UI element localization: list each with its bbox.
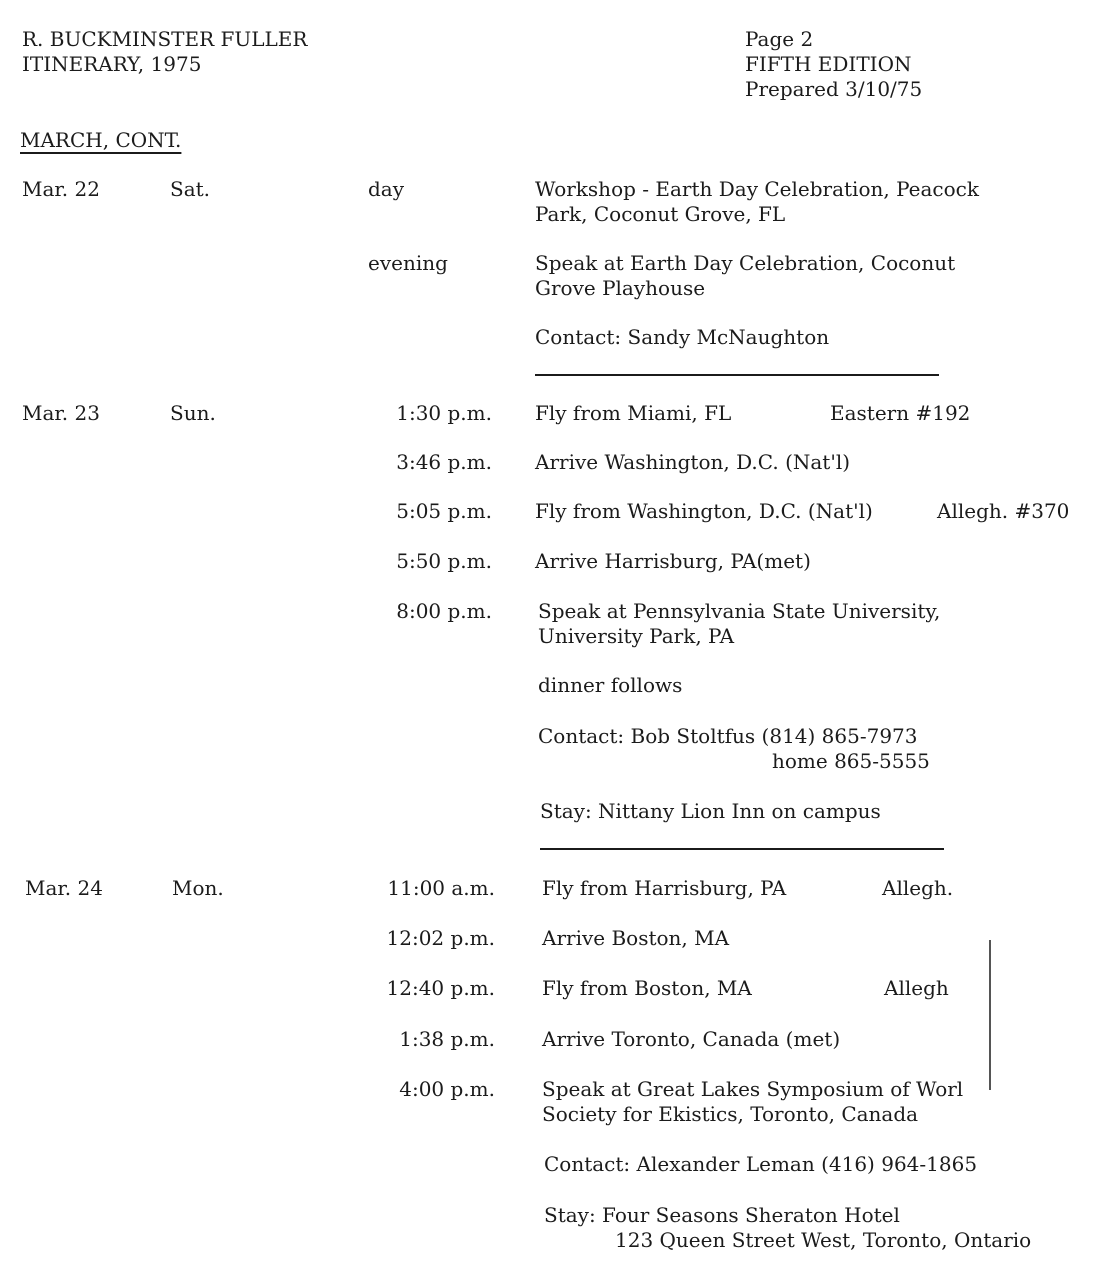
entry-line: Arrive Washington, D.C. (Nat'l)	[535, 450, 851, 474]
itinerary-title: ITINERARY, 1975	[22, 52, 202, 76]
edition-label: FIFTH EDITION	[745, 52, 912, 76]
entry-time: 11:00 a.m.	[387, 876, 495, 900]
day-divider	[535, 374, 939, 376]
contact-phone-home: home 865-5555	[772, 749, 930, 773]
person-name: R. BUCKMINSTER FULLER	[22, 27, 308, 51]
entry-line: Arrive Toronto, Canada (met)	[542, 1027, 841, 1051]
entry-line: Workshop - Earth Day Celebration, Peacock	[535, 177, 979, 201]
entry-time: 3:46 p.m.	[396, 450, 492, 474]
day-weekday: Sat.	[170, 177, 211, 201]
entry-line: Fly from Boston, MA	[542, 976, 752, 1000]
entry-line: Fly from Miami, FL	[535, 401, 732, 425]
flight-carrier: Allegh. #370	[937, 499, 1070, 523]
itinerary-entry	[538, 599, 940, 649]
contact-line: Contact: Bob Stoltfus (814) 865-7973	[538, 724, 918, 748]
document-header-right	[745, 27, 922, 102]
day-weekday: Sun.	[170, 401, 216, 425]
day-date: Mar. 23	[22, 401, 100, 425]
stay-line: Stay: Four Seasons Sheraton Hotel	[544, 1203, 900, 1227]
entry-line: University Park, PA	[538, 624, 735, 648]
itinerary-entry	[535, 177, 979, 227]
itinerary-entry	[535, 251, 955, 301]
entry-line: Society for Ekistics, Toronto, Canada	[542, 1102, 919, 1126]
contact-line: Contact: Alexander Leman (416) 964-1865	[544, 1152, 978, 1176]
entry-time: 12:02 p.m.	[386, 926, 495, 950]
document-header-left	[22, 27, 307, 77]
flight-carrier: Allegh	[884, 976, 949, 1000]
flight-carrier: Eastern #192	[830, 401, 971, 425]
section-title: MARCH, CONT.	[20, 128, 182, 152]
entry-time: 12:40 p.m.	[386, 976, 495, 1000]
day-divider	[540, 848, 944, 850]
stay-line: Stay: Nittany Lion Inn on campus	[540, 799, 881, 823]
entry-line: Speak at Earth Day Celebration, Coconut	[535, 251, 956, 275]
entry-line: Park, Coconut Grove, FL	[535, 202, 786, 226]
entry-line: Fly from Washington, D.C. (Nat'l)	[535, 499, 873, 523]
entry-time: day	[368, 177, 405, 201]
scan-edge-line	[989, 940, 991, 1090]
entry-line: Fly from Harrisburg, PA	[542, 876, 787, 900]
entry-line: Arrive Boston, MA	[542, 926, 730, 950]
entry-line: Speak at Great Lakes Symposium of Worl	[542, 1077, 964, 1101]
flight-carrier: Allegh.	[882, 876, 954, 900]
entry-line: Arrive Harrisburg, PA(met)	[535, 549, 811, 573]
day-weekday: Mon.	[172, 876, 224, 900]
entry-line: Speak at Pennsylvania State University,	[538, 599, 941, 623]
prepared-date: Prepared 3/10/75	[745, 77, 923, 101]
day-date: Mar. 24	[25, 876, 103, 900]
stay-address: 123 Queen Street West, Toronto, Ontario	[615, 1228, 1032, 1252]
entry-line: Grove Playhouse	[535, 276, 706, 300]
itinerary-entry	[542, 1077, 997, 1127]
contact-line: Contact: Sandy McNaughton	[535, 325, 830, 349]
entry-time: 1:38 p.m.	[399, 1027, 495, 1051]
entry-time: 5:05 p.m.	[396, 499, 492, 523]
entry-time: 8:00 p.m.	[396, 599, 492, 623]
entry-line: dinner follows	[538, 673, 683, 697]
day-date: Mar. 22	[22, 177, 100, 201]
entry-time: evening	[368, 251, 448, 275]
entry-time: 5:50 p.m.	[396, 549, 492, 573]
entry-time: 4:00 p.m.	[399, 1077, 495, 1101]
page-number: Page 2	[745, 27, 814, 51]
entry-time: 1:30 p.m.	[396, 401, 492, 425]
